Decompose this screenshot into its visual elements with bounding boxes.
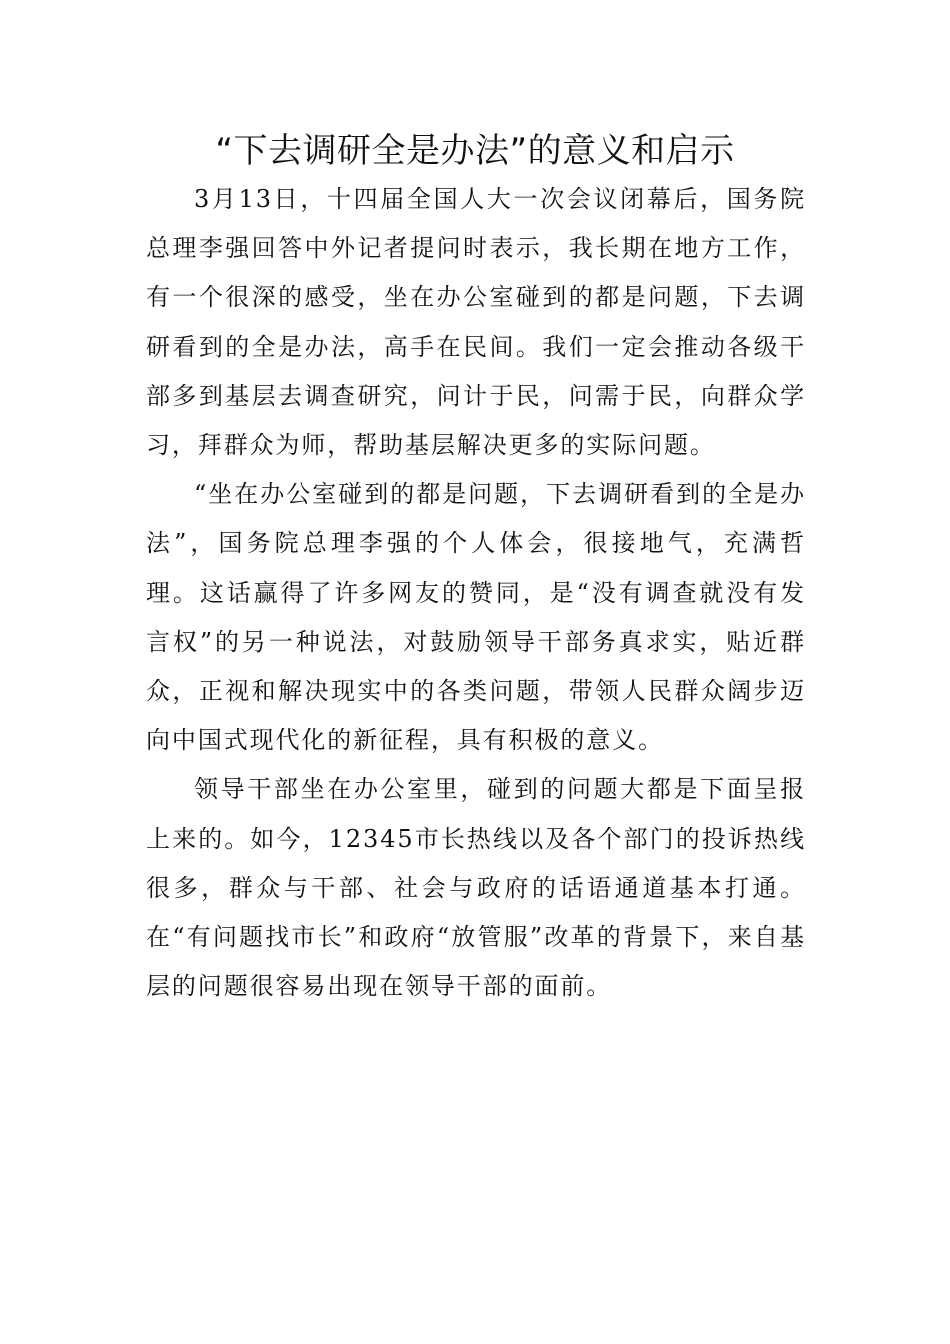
paragraph-2: “坐在办公室碰到的都是问题，下去调研看到的全是办法”，国务院总理李强的个人体会，很接地气，充满哲理。这话赢得了许多网友的赞同，是“没有调查就没有发言权”的另一种说法，对鼓励领导干部务真求实，贴近群众，正视和解决现实中的各类问题，带领人民群众阔步迈向中国式现代化的新征程，具有积极的意义。: [146, 480, 806, 755]
document-title: “下去调研全是办法”的意义和启示: [215, 131, 735, 171]
document-body: [146, 175, 806, 1011]
paragraph-3: 领导干部坐在办公室里，碰到的问题大都是下面呈报上来的。如今，12345市长热线以及各个部门的投诉热线很多，群众与干部、社会与政府的话语通道基本打通。在“有问题找市长”和政府“放管服”改革的背景下，来自基层的问题很容易出现在领导干部的面前。: [146, 775, 806, 1001]
paragraph-1: 3月13日，十四届全国人大一次会议闭幕后，国务院总理李强回答中外记者提问时表示，我长期在地方工作，有一个很深的感受，坐在办公室碰到的都是问题，下去调研看到的全是办法，高手在民间。我们一定会推动各级干部多到基层去调查研究，问计于民，问需于民，向群众学习，拜群众为师，帮助基层解决更多的实际问题。: [146, 185, 806, 460]
